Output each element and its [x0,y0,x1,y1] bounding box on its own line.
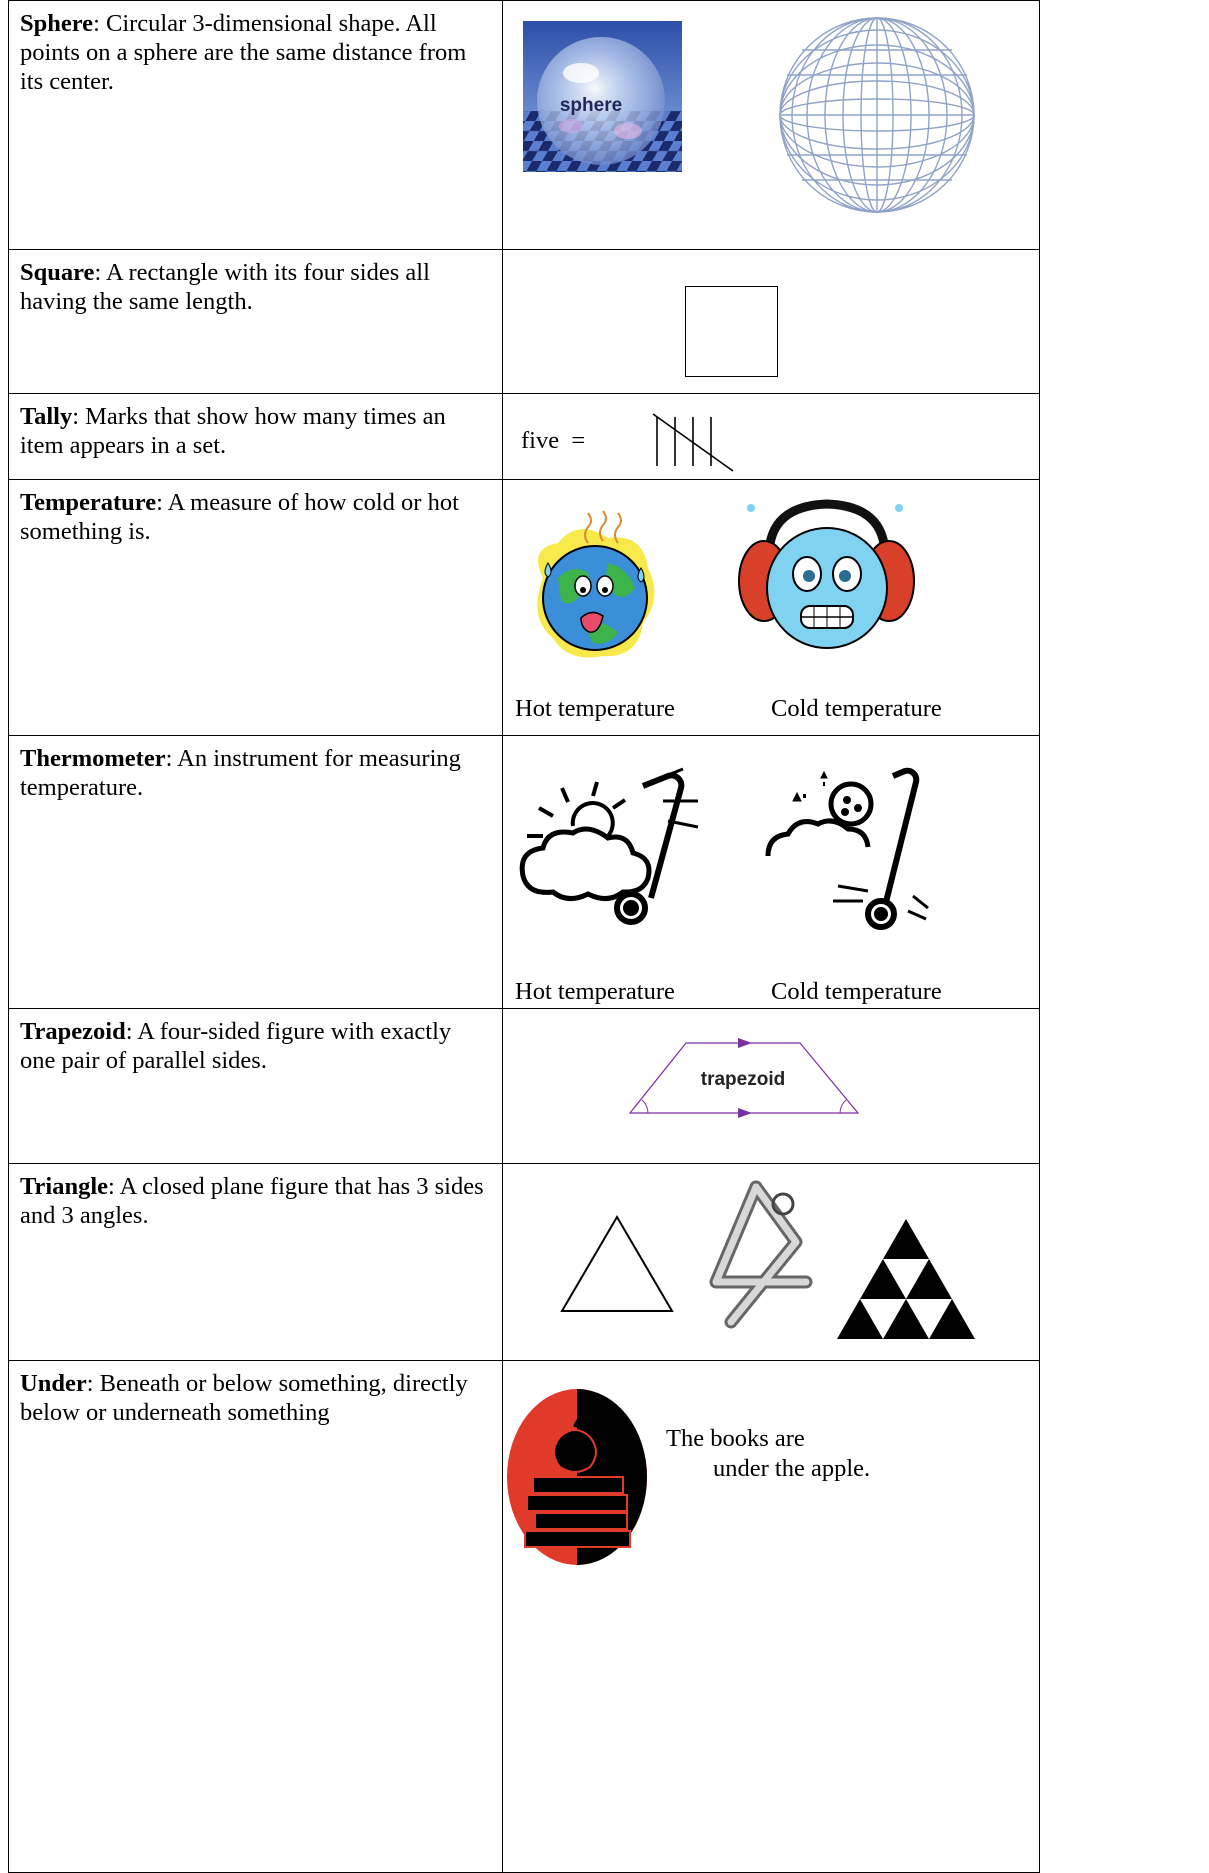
under-example-line2: under the apple. [713,1455,871,1482]
hot-earth-icon [523,508,663,668]
sphere-label: sphere [559,95,623,116]
table-row [9,736,1040,1009]
term-cell [9,250,503,394]
term-definition: : Beneath or below something, directly below or underneath something [20,1370,468,1426]
glass-sphere-picture [523,21,682,172]
table-row [9,394,1040,480]
tally-text: five = [521,427,586,454]
table-row [9,480,1040,736]
square-shape-icon [685,286,778,377]
term-definition: : Circular 3-dimensional shape. All points on a sphere are the same distance from its center. [20,10,467,95]
term-label: Thermometer [20,745,166,772]
outline-triangle-icon [559,1214,675,1314]
term-cell [9,1009,503,1164]
wireframe-sphere-icon [777,15,977,215]
image-cell [503,1164,1040,1361]
cold-temperature-caption: Cold temperature [771,978,942,1005]
hot-thermometer-icon [513,766,708,946]
term-definition: : A four-sided figure with exactly one pair of parallel sides. [20,1018,452,1074]
image-cell [503,736,1040,1009]
cold-thermometer-icon [763,766,933,946]
term-cell [9,480,503,736]
term-definition: : Marks that show how many times an item appears in a set. [20,403,446,459]
table-row [9,1361,1040,1873]
term-cell [9,736,503,1009]
term-label: Sphere [20,10,94,37]
under-example-line1: The books are [666,1425,805,1452]
term-definition: : A rectangle with its four sides all having the same length. [20,259,430,315]
image-cell [503,1361,1040,1873]
term-definition: : A measure of how cold or hot something is. [20,489,459,545]
table-row [9,1,1040,250]
term-label: Tally [20,403,73,430]
image-cell [503,250,1040,394]
image-cell [503,1009,1040,1164]
cold-face-icon [739,496,914,661]
term-label: Square [20,259,95,286]
table-row [9,1164,1040,1361]
black-triangle-pattern-icon [835,1217,977,1342]
glossary-table [8,0,1040,1873]
table-row [9,1009,1040,1164]
term-label: Under [20,1370,87,1397]
term-label: Trapezoid [20,1018,126,1045]
term-definition: : An instrument for measuring temperature. [20,745,461,801]
books-under-apple-icon [505,1387,655,1567]
trapezoid-diagram [628,1033,868,1133]
term-label: Temperature [20,489,157,516]
term-cell [9,1,503,250]
term-cell [9,394,503,480]
cold-temperature-caption: Cold temperature [771,695,942,722]
trapezoid-label: trapezoid [700,1069,786,1090]
image-cell [503,1,1040,250]
hot-temperature-caption: Hot temperature [515,978,675,1005]
image-cell [503,394,1040,480]
tally-marks-icon [653,409,738,474]
term-label: Triangle [20,1173,109,1200]
term-cell [9,1361,503,1873]
triangle-instrument-icon [711,1182,831,1332]
image-cell [503,480,1040,736]
hot-temperature-caption: Hot temperature [515,695,675,722]
term-definition: : A closed plane figure that has 3 sides and 3 angles. [20,1173,484,1229]
term-cell [9,1164,503,1361]
table-row [9,250,1040,394]
